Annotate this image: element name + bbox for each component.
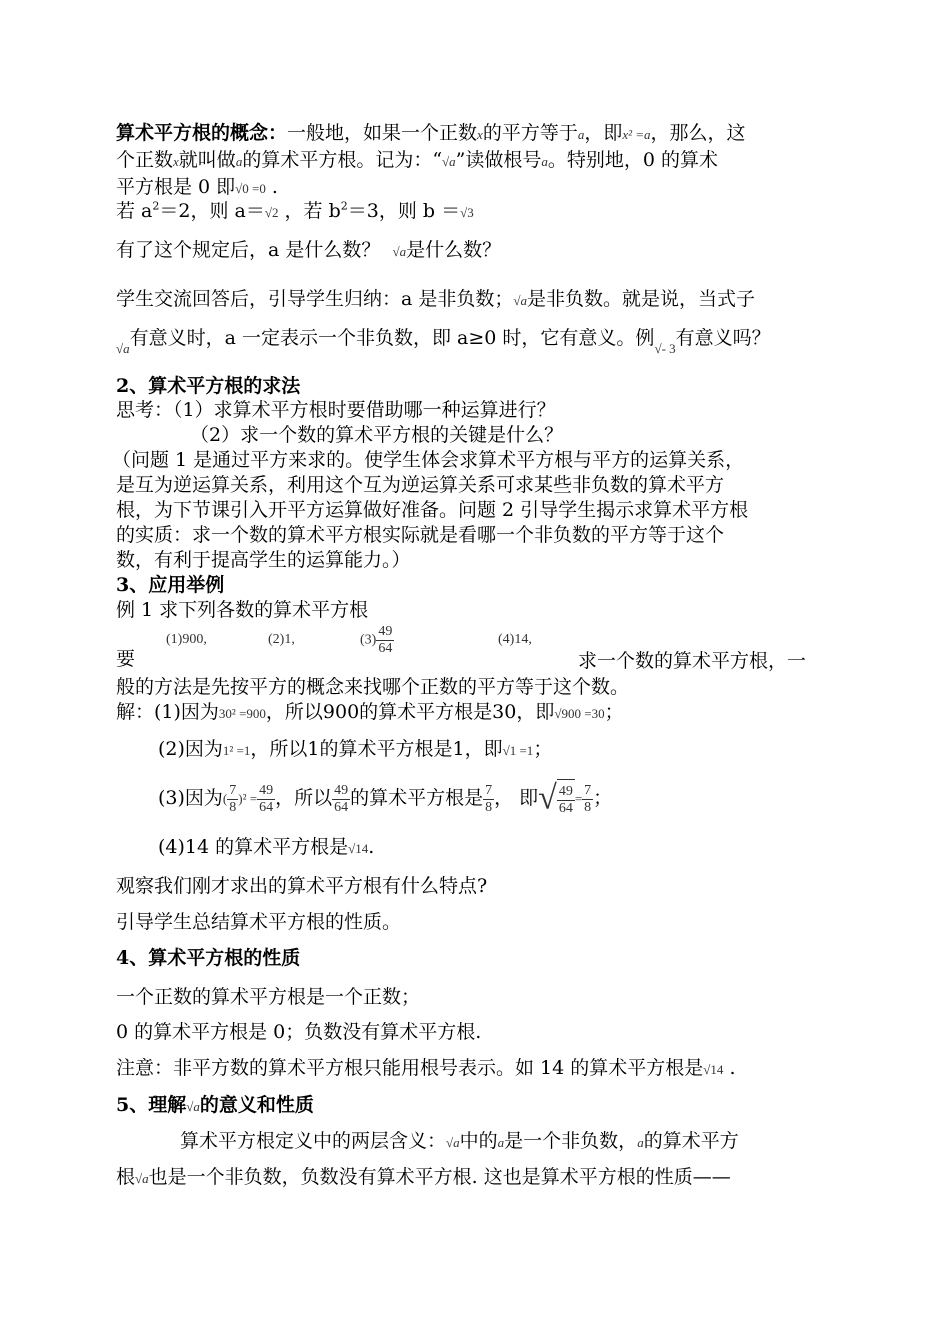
s4-l2: 0 的算术平方根是 0；负数没有算术平方根. — [116, 1021, 482, 1043]
s3-guide: 引导学生总结算术平方根的性质。 — [116, 911, 402, 933]
s2-q1: 思考：（1）求算术平方根时要借助哪一种运算进行？ — [116, 399, 556, 421]
sqrt-0-eq: √0 =0 — [235, 181, 266, 196]
sqrt-3: √3 — [460, 205, 474, 220]
s2-p3: 根，为下节课引入开平方运算做好准备。问题 2 引导学生揭示求算术平方根 — [116, 499, 749, 521]
sol-4: (4)14 的算术平方根是√14. — [158, 836, 375, 858]
s4-l3: 注意：非平方数的算术平方根只能用根号表示。如 14 的算术平方根是√14 . — [116, 1057, 736, 1079]
fraction-7-8: $\frac{7}{8}$ — [229, 782, 237, 815]
s2-p5: 数，有利于提高学生的运算能力。） — [116, 549, 411, 571]
s1-line1: 算术平方根的概念：一般地，如果一个正数x的平方等于a，即x² =a，那么，这 — [116, 122, 746, 144]
s1-line4: 若 $a^2=2$，则 a＝√2 ，若 $b^2=3$，则 b ＝√3 — [116, 199, 474, 222]
s3-yao: 要 — [116, 648, 136, 670]
sol-2: (2)因为1² =1，所以1的算术平方根是1，即√1 =1； — [158, 738, 553, 760]
item-4: (4)14, — [498, 632, 532, 647]
sqrt-49-64: √ $\frac{49}{64}$ — [538, 778, 575, 819]
s2-p1: （问题 1 是通过平方来求的。使学生体会求算术平方根与平方的运算关系， — [112, 449, 745, 471]
s3-title: 3、应用举例 — [116, 574, 225, 596]
sqrt-1: √1 =1 — [502, 743, 534, 758]
s1-line3: 平方根是 0 即√0 =0 . — [116, 176, 278, 198]
s2-p4: 的实质：求一个数的算术平方根实际就是看哪一个非负数的平方等于这个 — [116, 524, 725, 546]
s2-q2: （2）求一个数的算术平方根的关键是什么？ — [190, 424, 564, 446]
s2-p2: 是互为逆运算关系，利用这个互为逆运算关系可求某些非负数的算术平方 — [116, 474, 725, 496]
var-a: a — [577, 127, 585, 142]
s1-line6: 学生交流回答后，引导学生归纳：a 是非负数；√a是非负数。就是说，当式子 — [116, 288, 756, 310]
s3-method-l2: 般的方法是先按平方的概念来找哪个正数的平方等于这个数。 — [116, 676, 630, 698]
sqrt-2: √2 — [264, 205, 279, 220]
fraction-49-64: $\frac{49}{64}$ — [378, 624, 393, 656]
item-1: (1)900, — [166, 632, 207, 647]
s5-l2: 根√a也是一个非负数，负数没有算术平方根. 这也是算术平方根的性质—— — [116, 1166, 731, 1188]
s3-method-l1: 求一个数的算术平方根，一 — [578, 650, 807, 672]
s1-line7: $_{√a}$有意义时，a 一定表示一个非负数，即 a≥0 时，它有意义。例$_{√- 3}$有意义吗？ — [116, 327, 771, 356]
sqrt-a: √a — [442, 154, 456, 169]
s5-l1: 算术平方根定义中的两层含义：√a中的a是一个非负数，a的算术平方 — [180, 1130, 739, 1152]
s4-title: 4、算术平方根的性质 — [116, 947, 301, 969]
item-3: (3) $\frac{49}{64}$ — [360, 624, 393, 656]
item-2: (2)1, — [268, 632, 295, 647]
s1-title: 算术平方根的概念： — [116, 122, 288, 144]
s2-title: 2、算术平方根的求法 — [116, 375, 301, 397]
s5-title: 5、理解√a的意义和性质 — [116, 1094, 314, 1116]
eq-x2-a: x² =a — [622, 127, 651, 142]
s3-observe: 观察我们刚才求出的算术平方根有什么特点? — [116, 875, 488, 897]
s1-line5: 有了这个规定后，a 是什么数？ √a是什么数？ — [116, 239, 502, 261]
var-x: x — [477, 127, 483, 142]
sqrt-14: √14 — [348, 841, 369, 856]
sqrt-900: √900 =30 — [554, 706, 605, 721]
sqrt-neg3: √- 3 — [654, 341, 676, 356]
sol-1: 解：(1)因为30² =900，所以900的算术平方根是30，即√900 =30； — [116, 701, 624, 723]
s1-line2: 个正数x就叫做a的算术平方根。记为：“√a”读做根号a。特别地，0 的算术 — [116, 149, 719, 171]
sol-3: (3)因为( $\frac{7}{8}$ )² = $\frac{49}{64}$ ，所以 $\frac{49}{64}$ 的算术平方根是 $\frac{7}{8}$ ， 即√ $\frac{49}{64}$ = $\frac{7}{8}$ ； — [158, 778, 612, 820]
s4-l1: 一个正数的算术平方根是一个正数； — [116, 986, 421, 1008]
s3-example: 例 1 求下列各数的算术平方根 — [116, 599, 369, 621]
